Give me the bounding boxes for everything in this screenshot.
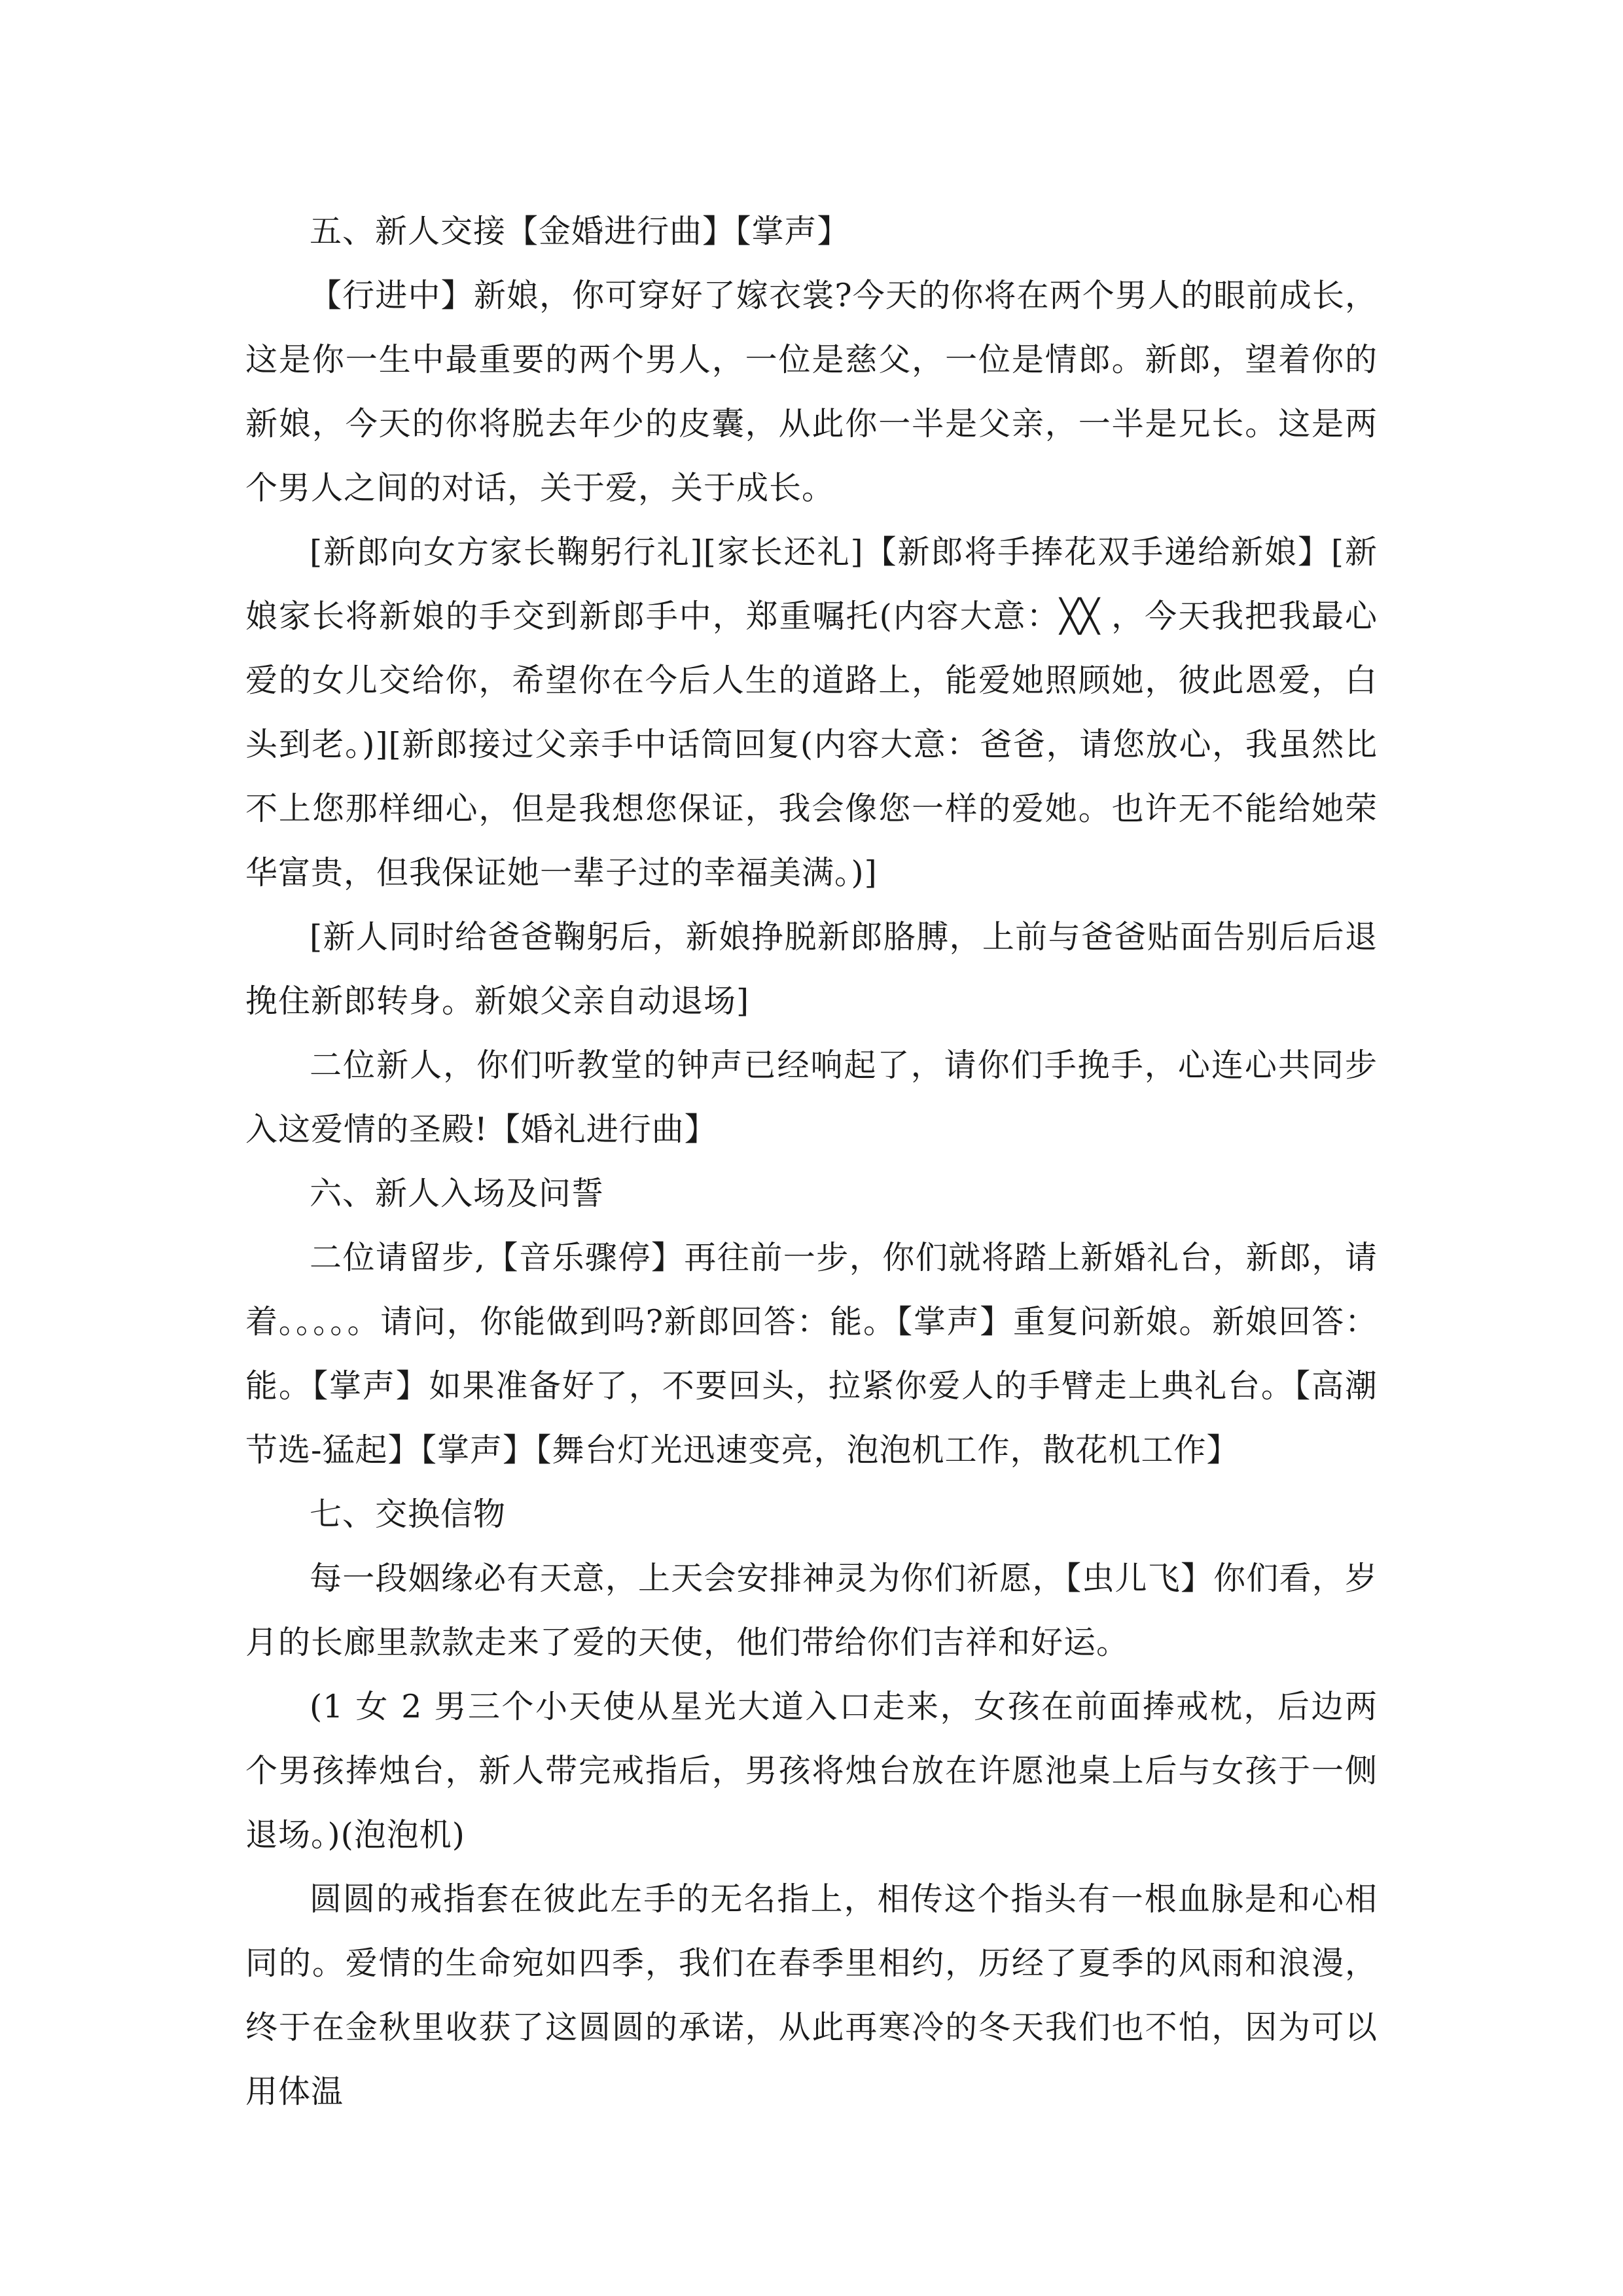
section-heading-6: 六、新人入场及问誓 — [310, 1175, 605, 1212]
section-heading-5: 五、新人交接【金婚进行曲】【掌声】 — [310, 213, 850, 250]
paragraph-handover: [新郎向女方家长鞠躬行礼][家长还礼]【新郎将手捧花双手递给新娘】[新娘家长将新娘的手交到新郎手中，郑重嘱托(内容大意：╳╳ ，今天我把我最心爱的女儿交给你，希望你在今后人生的道路上，能爱她照顾她，彼此恩爱，白头到老。)][新郎接过父亲手中话筒回复(内容大意：爸爸，请您放心，我虽然比不上您那样细心，但是我想您保证，我会像您一样的爱她。也许无不能给她荣华富贵，但我保证她一辈子过的幸福美满。)] — [245, 533, 1378, 891]
paragraph-father-exit: [新人同时给爸爸鞠躬后，新娘挣脱新郎胳膊，上前与爸爸贴面告别后后退挽住新郎转身。新娘父亲自动退场] — [245, 918, 1378, 1020]
document-body — [245, 200, 1378, 2124]
paragraph-angels: 每一段姻缘必有天意，上天会安排神灵为你们祈愿，【虫儿飞】你们看，岁月的长廊里款款走来了爱的天使，他们带给你们吉祥和好运。 — [245, 1560, 1378, 1661]
paragraph-vows: 二位请留步,【音乐骤停】再往前一步，你们就将踏上新婚礼台，新郎，请着。。。。。请问，你能做到吗?新郎回答：能。【掌声】重复问新娘。新娘回答：能。【掌声】如果准备好了，不要回头，拉紧你爱人的手臂走上典礼台。【高潮节选-猛起】【掌声】【舞台灯光迅速变亮，泡泡机工作，散花机工作】 — [245, 1239, 1378, 1469]
paragraph-rings: 圆圆的戒指套在彼此左手的无名指上，相传这个指头有一根血脉是和心相同的。爱情的生命宛如四季，我们在春季里相约，历经了夏季的风雨和浪漫，终于在金秋里收获了这圆圆的承诺，从此再寒冷的冬天我们也不怕，因为可以用体温 — [245, 1880, 1378, 2110]
paragraph-children: (1 女 2 男三个小天使从星光大道入口走来，女孩在前面捧戒枕，后边两个男孩捧烛台，新人带完戒指后，男孩将烛台放在许愿池桌上后与女孩于一侧退场。)(泡泡机) — [245, 1688, 1378, 1854]
paragraph-procession: 【行进中】新娘，你可穿好了嫁衣裳?今天的你将在两个男人的眼前成长，这是你一生中最重要的两个男人，一位是慈父，一位是情郎。新郎，望着你的新娘，今天的你将脱去年少的皮囊，从此你一半是父亲，一半是兄长。这是两个男人之间的对话，关于爱，关于成长。 — [245, 277, 1378, 507]
section-heading-7: 七、交换信物 — [310, 1496, 507, 1533]
paragraph-church-bells: 二位新人，你们听教堂的钟声已经响起了，请你们手挽手，心连心共同步入这爱情的圣殿!【婚礼进行曲】 — [245, 1047, 1378, 1148]
